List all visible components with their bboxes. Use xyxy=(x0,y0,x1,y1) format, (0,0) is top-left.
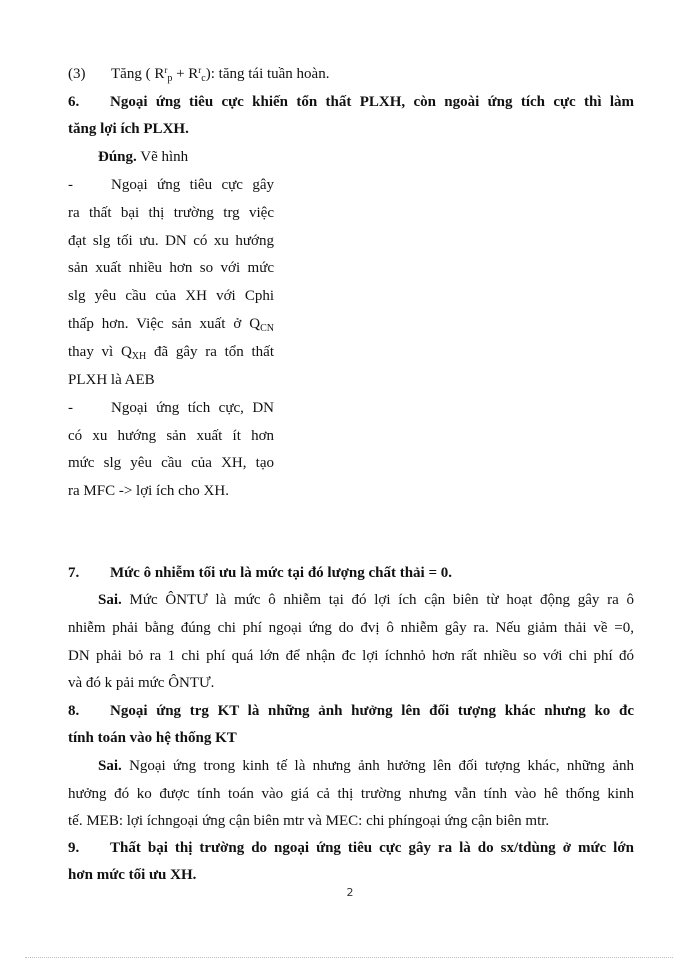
q7-answer-line-3: DN phải bỏ ra 1 chi phí quá lớn để nhận đc lợi íchnhỏ hơn rất nhiều so với chi phí đó xyxy=(68,648,634,664)
q9-number: 9. xyxy=(68,840,80,856)
item-3-text-suffix: ): tăng tái tuần hoàn. xyxy=(205,66,330,82)
q6-bullet-2-line-2: có xu hướng sản xuất ít hơn xyxy=(68,428,274,444)
bullet-text: thấp hơn. Việc sản xuất ở Q xyxy=(68,316,261,332)
q6-number: 6. xyxy=(68,94,80,110)
page-number: 2 xyxy=(346,886,354,899)
item-3-line xyxy=(68,64,329,84)
item-3-label: (3) xyxy=(68,66,86,82)
q6-statement-text: Ngoại ứng tiêu cực khiến tổn thất PLXH, còn ngoài ứng tích cực thì làm xyxy=(110,94,634,110)
q9-statement-line-1 xyxy=(68,838,634,858)
item-3-text-prefix: Tăng ( R xyxy=(111,66,165,82)
q8-answer-line-1 xyxy=(68,756,634,776)
q7-number: 7. xyxy=(68,565,80,581)
q6-verdict-note: Vẽ hình xyxy=(136,149,189,165)
q6-statement-line-1 xyxy=(68,92,634,112)
bullet-dash: - xyxy=(68,177,73,193)
subscript-c: c xyxy=(201,73,206,84)
page-break-divider xyxy=(25,957,673,958)
q8-answer-line-2: hưởng đó ko được tính toán vào giá cả thị trường nhưng vẫn tính vào hê thống kinh xyxy=(68,786,634,802)
bullet-text: Ngoại ứng tiêu cực gây xyxy=(111,177,274,193)
q6-verdict: Đúng. xyxy=(98,149,137,165)
q6-bullet-1-line-8: PLXH là AEB xyxy=(68,372,155,388)
subscript-cn: CN xyxy=(260,323,274,334)
r-superscript: r xyxy=(198,65,202,75)
subscript-xh: XH xyxy=(131,351,147,362)
bullet-text: đã gây ra tổn thất xyxy=(146,344,274,360)
q6-bullet-2-line-1 xyxy=(68,398,274,418)
q9-statement-line-2: hơn mức tối ưu XH. xyxy=(68,867,197,883)
plus-r: + R xyxy=(172,66,199,82)
q6-verdict-line xyxy=(68,147,188,167)
q6-bullet-1-line-5: slg yêu cầu của XH với Cphi xyxy=(68,288,274,304)
q6-bullet-1-line-2: ra thất bại thị trường trg việc xyxy=(68,205,274,221)
q7-answer-line-2: nhiễm phải bằng đúng chi phí ngoại ứng do đvị ô nhiễm gây ra. Nếu giảm thải về =0, xyxy=(68,620,634,636)
q6-statement-line-2: tăng lợi ích PLXH. xyxy=(68,121,189,137)
q6-bullet-2-line-4: ra MFC -> lợi ích cho XH. xyxy=(68,483,229,499)
q7-answer-line-4: và đó k pải mức ÔNTƯ. xyxy=(68,675,215,691)
q6-bullet-1-line-4: sản xuất nhiều hơn so với mức xyxy=(68,260,274,276)
q6-bullet-1-line-3: đạt slg tối ưu. DN có xu hướng xyxy=(68,233,274,249)
answer-text: Mức ÔNTƯ là mức ô nhiễm tại đó lợi ích cận biên từ hoạt động gây ra ô xyxy=(121,592,634,608)
q8-statement-text: Ngoại ứng trg KT là những ảnh hưởng lên đối tượng khác nhưng ko đc xyxy=(110,703,634,719)
bullet-text: thay vì Q xyxy=(68,344,132,360)
q7-answer-line-1 xyxy=(68,590,634,610)
bullet-text: Ngoại ứng tích cực, DN xyxy=(111,400,274,416)
q6-bullet-1-line-1 xyxy=(68,175,274,195)
q6-bullet-1-line-6 xyxy=(68,314,274,334)
q6-bullet-2-line-3: mức slg yêu cầu của XH, tạo xyxy=(68,455,274,471)
bullet-dash: - xyxy=(68,400,73,416)
q8-answer-line-3: tế. MEB: lợi íchngoại ứng cận biên mtr và MEC: chi phíngoại ứng cận biên mtr. xyxy=(68,813,550,829)
q9-statement-text: Thất bại thị trường do ngoại ứng tiêu cực gây ra là do sx/tdùng ở mức lớn xyxy=(110,840,634,856)
q8-statement-line-2: tính toán vào hệ thống KT xyxy=(68,730,237,746)
answer-text: Ngoại ứng trong kinh tế là nhưng ảnh hưởng lên đối tượng khác, những ảnh xyxy=(121,758,634,774)
q8-number: 8. xyxy=(68,703,80,719)
q7-statement-text: Mức ô nhiễm tối ưu là mức tại đó lượng chất thải = 0. xyxy=(110,565,453,581)
q8-verdict: Sai. xyxy=(98,758,122,774)
q7-verdict: Sai. xyxy=(98,592,122,608)
r-superscript: r xyxy=(164,65,168,75)
q7-statement xyxy=(68,563,452,583)
q8-statement-line-1 xyxy=(68,701,634,721)
subscript-p: p xyxy=(167,73,173,84)
q6-bullet-1-line-7 xyxy=(68,342,274,362)
